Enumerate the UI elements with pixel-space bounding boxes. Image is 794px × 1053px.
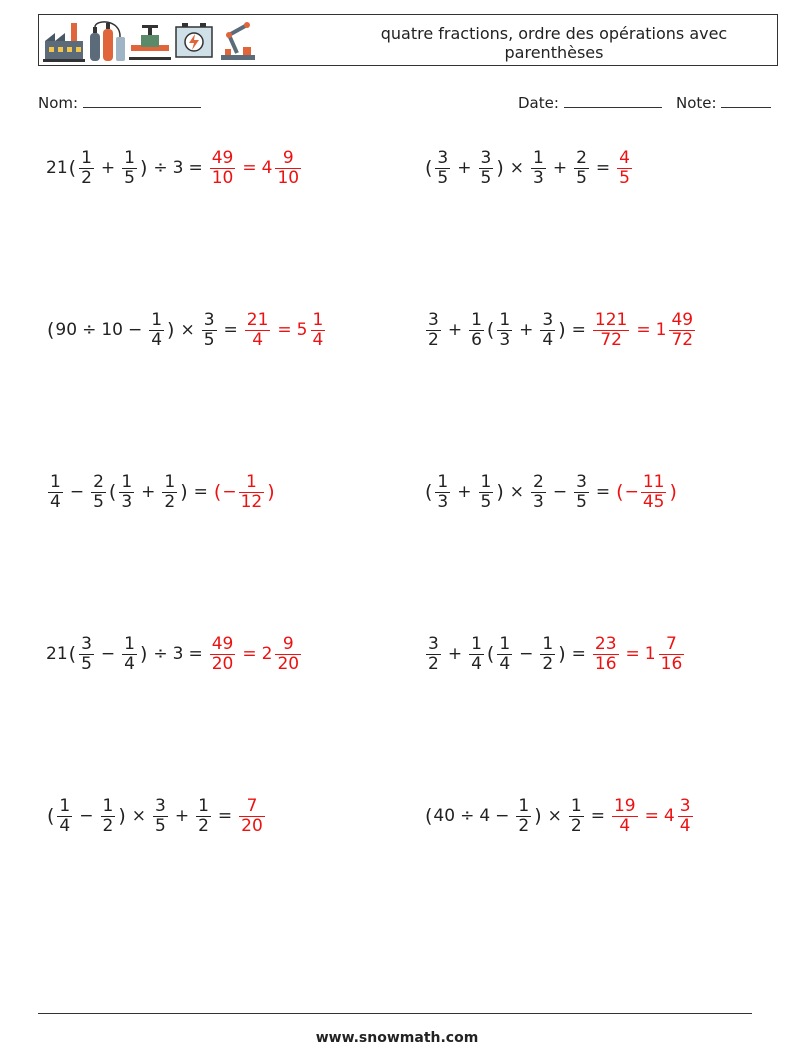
whole-number: 4 xyxy=(261,158,273,178)
number: − xyxy=(222,482,237,502)
operator: = xyxy=(188,158,203,178)
number: 21 xyxy=(46,644,68,664)
parenthesis: ) xyxy=(139,643,148,665)
numerator: 2 xyxy=(533,471,544,492)
fraction xyxy=(245,311,271,350)
numerator: 1 xyxy=(471,633,482,654)
problem-5 xyxy=(46,462,276,522)
numerator: 1 xyxy=(59,795,71,816)
operator: ÷ xyxy=(153,644,168,664)
fraction xyxy=(210,635,236,674)
operator: × xyxy=(131,806,146,826)
denominator: 4 xyxy=(151,329,163,350)
denominator: 4 xyxy=(252,329,264,350)
numerator: 3 xyxy=(81,633,92,654)
parenthesis: ) xyxy=(496,481,504,503)
operator: = xyxy=(644,806,659,826)
grade-blank[interactable] xyxy=(721,95,771,108)
numerator: 1 xyxy=(121,471,133,492)
fraction xyxy=(210,149,236,188)
number: 21 xyxy=(46,158,68,178)
fraction xyxy=(79,635,94,674)
numerator: 49 xyxy=(671,309,694,330)
fraction xyxy=(593,311,629,350)
numerator: 3 xyxy=(480,147,492,168)
numerator: 3 xyxy=(437,147,449,168)
worksheet-header xyxy=(38,14,778,66)
answer xyxy=(591,311,697,350)
problem-10 xyxy=(424,786,695,846)
operator: = xyxy=(571,644,586,664)
numerator: 49 xyxy=(211,633,234,654)
parenthesis: ( xyxy=(68,157,77,179)
parenthesis: ( xyxy=(47,319,55,341)
fraction xyxy=(469,635,484,674)
denominator: 6 xyxy=(471,329,482,350)
fraction xyxy=(497,311,512,350)
fraction xyxy=(531,149,546,188)
numerator: 121 xyxy=(594,309,628,330)
operator: = xyxy=(277,320,292,340)
fraction xyxy=(435,473,450,512)
answer xyxy=(208,635,303,674)
number: − xyxy=(624,482,639,502)
fraction xyxy=(531,473,546,512)
operator: = xyxy=(590,806,605,826)
date-field xyxy=(518,94,662,112)
denominator: 20 xyxy=(277,653,300,674)
fraction xyxy=(122,635,137,674)
problem-9 xyxy=(46,786,267,846)
denominator: 5 xyxy=(124,167,135,188)
fraction xyxy=(574,473,589,512)
answer xyxy=(591,635,686,674)
grade-field xyxy=(676,94,771,112)
operator: = xyxy=(636,320,651,340)
parenthesis: ) xyxy=(534,805,542,827)
number: 3 xyxy=(172,158,184,178)
denominator: 4 xyxy=(542,329,554,350)
battery-monitor-icon xyxy=(173,19,215,63)
numerator: 3 xyxy=(203,309,215,330)
operator: + xyxy=(457,482,472,502)
denominator: 2 xyxy=(198,815,209,836)
whole-number: 2 xyxy=(261,644,273,664)
parenthesis: ) xyxy=(267,481,275,503)
denominator: 72 xyxy=(600,329,622,350)
footer-url: www.snowmath.com xyxy=(315,1030,479,1046)
whole-number: 5 xyxy=(296,320,308,340)
numerator: 1 xyxy=(124,633,135,654)
date-blank[interactable] xyxy=(564,95,662,108)
numerator: 1 xyxy=(164,471,176,492)
fraction xyxy=(91,473,106,512)
fraction xyxy=(435,149,450,188)
denominator: 4 xyxy=(312,329,324,350)
denominator: 5 xyxy=(437,167,449,188)
denominator: 4 xyxy=(499,653,511,674)
numerator: 2 xyxy=(93,471,104,492)
denominator: 2 xyxy=(102,815,114,836)
fraction xyxy=(479,149,494,188)
numerator: 1 xyxy=(312,309,324,330)
denominator: 5 xyxy=(480,491,492,512)
parenthesis: ( xyxy=(213,481,222,503)
operator: = xyxy=(242,158,257,178)
number: 10 xyxy=(101,320,123,340)
denominator: 16 xyxy=(594,653,617,674)
problem-1 xyxy=(46,138,303,198)
numerator: 1 xyxy=(50,471,61,492)
fraction xyxy=(678,797,693,836)
numerator: 1 xyxy=(151,309,163,330)
numerator: 1 xyxy=(124,147,135,168)
pipeline-valve-icon xyxy=(129,19,171,63)
fraction xyxy=(540,311,555,350)
denominator: 2 xyxy=(428,653,439,674)
operator: + xyxy=(174,806,190,826)
number: 40 xyxy=(433,806,456,826)
numerator: 3 xyxy=(155,795,166,816)
denominator: 4 xyxy=(471,653,482,674)
numerator: 1 xyxy=(81,147,92,168)
parenthesis: ) xyxy=(669,481,677,503)
operator: + xyxy=(100,158,116,178)
numerator: 1 xyxy=(102,795,114,816)
parenthesis: ) xyxy=(180,481,188,503)
fraction xyxy=(593,635,619,674)
fraction xyxy=(540,635,555,674)
numerator: 9 xyxy=(282,633,294,654)
denominator: 2 xyxy=(542,653,554,674)
answer xyxy=(610,797,695,836)
operator: × xyxy=(509,482,524,502)
denominator: 4 xyxy=(50,491,61,512)
operator: ÷ xyxy=(460,806,475,826)
denominator: 2 xyxy=(164,491,176,512)
fraction xyxy=(479,473,494,512)
problem-7 xyxy=(46,624,303,684)
problem-6 xyxy=(424,462,678,522)
denominator: 4 xyxy=(619,815,631,836)
parenthesis: ) xyxy=(496,157,504,179)
number: 4 xyxy=(479,806,491,826)
operator: = xyxy=(193,482,208,502)
parenthesis: ( xyxy=(425,157,433,179)
number: 90 xyxy=(55,320,78,340)
numerator: 1 xyxy=(533,147,544,168)
operator: + xyxy=(447,320,463,340)
numerator: 3 xyxy=(428,309,439,330)
numerator: 1 xyxy=(471,309,482,330)
numerator: 7 xyxy=(666,633,677,654)
name-blank[interactable] xyxy=(83,95,201,108)
operator: − xyxy=(495,806,510,826)
parenthesis: ) xyxy=(167,319,175,341)
numerator: 49 xyxy=(211,147,234,168)
denominator: 2 xyxy=(518,815,530,836)
answer xyxy=(237,797,267,836)
worksheet-title: quatre fractions, ordre des opérations avec parenthèses xyxy=(380,24,728,62)
numerator: 7 xyxy=(246,795,258,816)
robot-arm-icon xyxy=(217,19,259,63)
denominator: 5 xyxy=(576,491,587,512)
operator: + xyxy=(519,320,534,340)
numerator: 1 xyxy=(499,633,511,654)
answer xyxy=(243,311,328,350)
parenthesis: ( xyxy=(486,319,495,341)
numerator: 1 xyxy=(542,633,554,654)
fraction xyxy=(48,473,63,512)
fraction xyxy=(469,311,484,350)
parenthesis: ( xyxy=(425,805,433,827)
operator: = xyxy=(571,320,586,340)
parenthesis: ( xyxy=(616,481,624,503)
fraction xyxy=(516,797,531,836)
fraction xyxy=(426,635,441,674)
whole-number: 1 xyxy=(655,320,667,340)
operator: ÷ xyxy=(153,158,168,178)
fraction xyxy=(101,797,116,836)
operator: + xyxy=(141,482,156,502)
date-label: Date: xyxy=(518,94,559,112)
problem-3 xyxy=(46,300,327,360)
denominator: 4 xyxy=(124,653,135,674)
parenthesis: ( xyxy=(47,805,55,827)
fraction xyxy=(275,149,301,188)
footer-divider xyxy=(38,1013,752,1014)
denominator: 20 xyxy=(211,653,234,674)
problem-2 xyxy=(424,138,634,198)
answer xyxy=(213,473,276,512)
numerator: 3 xyxy=(428,633,439,654)
denominator: 2 xyxy=(81,167,92,188)
parenthesis: ( xyxy=(425,481,433,503)
denominator: 20 xyxy=(241,815,263,836)
numerator: 1 xyxy=(437,471,449,492)
problem-4 xyxy=(424,300,697,360)
name-field xyxy=(38,94,201,112)
fraction xyxy=(202,311,217,350)
numerator: 1 xyxy=(570,795,582,816)
parenthesis: ) xyxy=(558,319,566,341)
denominator: 5 xyxy=(576,167,587,188)
denominator: 16 xyxy=(660,653,683,674)
fraction xyxy=(149,311,164,350)
denominator: 5 xyxy=(203,329,215,350)
parenthesis: ( xyxy=(108,481,117,503)
denominator: 3 xyxy=(437,491,449,512)
denominator: 4 xyxy=(59,815,71,836)
gas-cylinders-icon xyxy=(87,19,127,63)
numerator: 1 xyxy=(499,309,511,330)
operator: = xyxy=(625,644,640,664)
denominator: 3 xyxy=(533,167,544,188)
denominator: 72 xyxy=(671,329,694,350)
denominator: 45 xyxy=(642,491,665,512)
operator: × xyxy=(180,320,195,340)
number: 3 xyxy=(172,644,184,664)
fraction xyxy=(153,797,168,836)
numerator: 3 xyxy=(679,795,691,816)
denominator: 5 xyxy=(480,167,492,188)
operator: − xyxy=(79,806,94,826)
numerator: 2 xyxy=(576,147,587,168)
denominator: 5 xyxy=(81,653,92,674)
parenthesis: ( xyxy=(68,643,77,665)
problem-8 xyxy=(424,624,686,684)
numerator: 3 xyxy=(542,309,554,330)
fraction xyxy=(574,149,589,188)
numerator: 1 xyxy=(518,795,530,816)
denominator: 10 xyxy=(211,167,234,188)
fraction xyxy=(426,311,441,350)
fraction xyxy=(119,473,134,512)
parenthesis: ) xyxy=(118,805,126,827)
denominator: 3 xyxy=(533,491,544,512)
whole-number: 1 xyxy=(644,644,656,664)
operator: = xyxy=(595,482,611,502)
denominator: 12 xyxy=(240,491,263,512)
operator: ÷ xyxy=(82,320,97,340)
fraction xyxy=(122,149,137,188)
name-label: Nom: xyxy=(38,94,79,112)
answer xyxy=(615,149,634,188)
denominator: 5 xyxy=(93,491,104,512)
parenthesis: ) xyxy=(558,643,566,665)
numerator: 4 xyxy=(619,147,630,168)
fraction xyxy=(641,473,667,512)
operator: = xyxy=(595,158,611,178)
operator: = xyxy=(217,806,233,826)
grade-label: Note: xyxy=(676,94,717,112)
numerator: 1 xyxy=(245,471,257,492)
fraction xyxy=(239,797,265,836)
parenthesis: ( xyxy=(486,643,495,665)
fraction xyxy=(57,797,72,836)
numerator: 9 xyxy=(282,147,294,168)
denominator: 3 xyxy=(499,329,511,350)
denominator: 10 xyxy=(277,167,300,188)
denominator: 2 xyxy=(570,815,582,836)
fraction xyxy=(162,473,177,512)
fraction xyxy=(617,149,632,188)
operator: = xyxy=(242,644,257,664)
operator: = xyxy=(223,320,238,340)
fraction xyxy=(669,311,695,350)
operator: + xyxy=(552,158,568,178)
denominator: 3 xyxy=(121,491,133,512)
operator: × xyxy=(547,806,562,826)
operator: − xyxy=(552,482,568,502)
operator: − xyxy=(127,320,143,340)
fraction xyxy=(196,797,211,836)
fraction xyxy=(659,635,685,674)
fraction xyxy=(612,797,638,836)
denominator: 4 xyxy=(679,815,691,836)
parenthesis: ) xyxy=(139,157,148,179)
operator: − xyxy=(519,644,534,664)
numerator: 1 xyxy=(480,471,492,492)
operator: × xyxy=(509,158,524,178)
answer xyxy=(615,473,678,512)
numerator: 11 xyxy=(642,471,665,492)
fraction xyxy=(239,473,265,512)
operator: = xyxy=(188,644,203,664)
denominator: 2 xyxy=(428,329,439,350)
denominator: 5 xyxy=(619,167,630,188)
numerator: 3 xyxy=(576,471,587,492)
numerator: 21 xyxy=(246,309,269,330)
fraction xyxy=(497,635,512,674)
fraction xyxy=(569,797,584,836)
fraction xyxy=(79,149,94,188)
header-icons xyxy=(43,19,259,63)
answer xyxy=(208,149,303,188)
fraction xyxy=(275,635,301,674)
numerator: 23 xyxy=(594,633,617,654)
operator: + xyxy=(447,644,463,664)
numerator: 19 xyxy=(613,795,636,816)
fraction xyxy=(311,311,326,350)
whole-number: 4 xyxy=(663,806,675,826)
operator: − xyxy=(69,482,85,502)
denominator: 5 xyxy=(155,815,166,836)
factory-icon xyxy=(43,19,85,63)
numerator: 1 xyxy=(198,795,209,816)
operator: − xyxy=(100,644,116,664)
operator: + xyxy=(457,158,472,178)
